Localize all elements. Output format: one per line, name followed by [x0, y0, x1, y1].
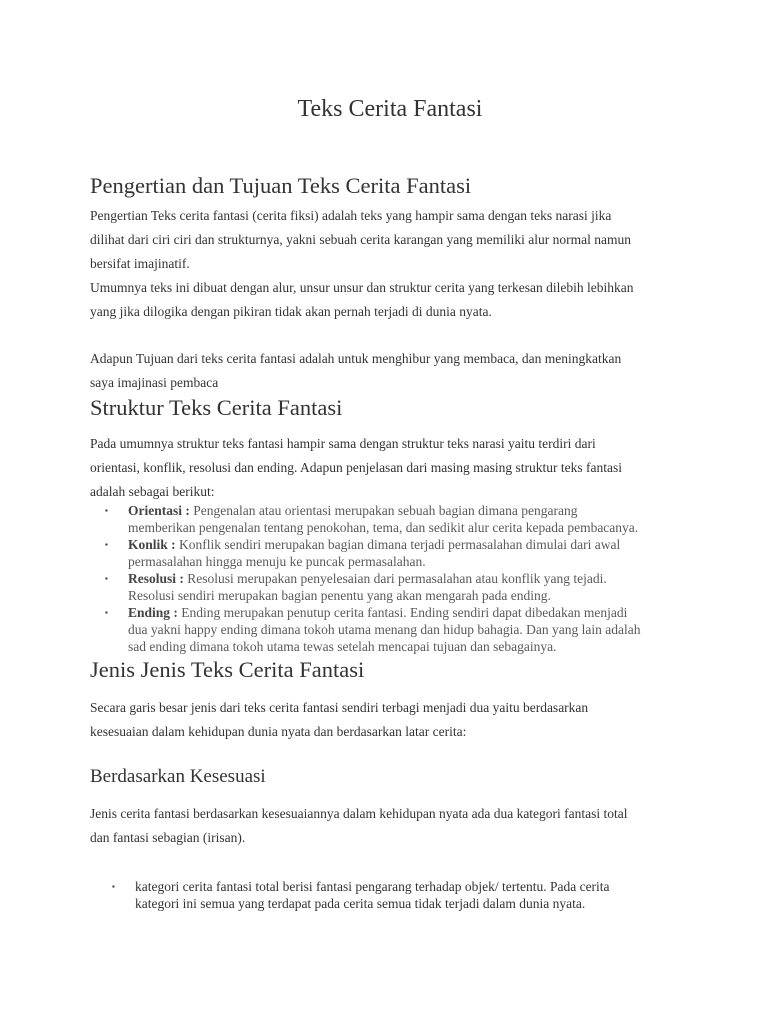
list-item: [90, 878, 690, 912]
struktur-list: [90, 502, 690, 655]
paragraph-kesesuasi: [90, 802, 690, 850]
list-item: [90, 570, 690, 604]
item-text: permasalahan hingga menuju ke puncak permasalahan.: [128, 554, 426, 569]
text-line: dilihat dari ciri ciri dan strukturnya, yakni sebuah cerita karangan yang memiliki alur normal namun: [90, 232, 631, 247]
text-line: orientasi, konflik, resolusi dan ending. Adapun penjelasan dari masing masing struktur teks fantasi: [90, 460, 623, 475]
item-text: sad ending dimana tokoh utama tewas setelah mencapai tujuan dan sebagainya.: [128, 639, 557, 654]
item-text: Resolusi merupakan penyelesaian dari permasalahan atau konflik yang tejadi.: [183, 571, 607, 586]
item-term: Resolusi :: [128, 571, 184, 586]
bullet-icon: ▪: [105, 574, 108, 583]
bullet-icon: ▪: [105, 506, 108, 515]
item-text: memberikan pengenalan tentang penokohan, tema, dan sedikit alur cerita kepada pembacanya.: [128, 520, 639, 535]
paragraph-struktur: [90, 432, 690, 504]
item-term: Ending :: [128, 605, 178, 620]
item-term: Orientasi :: [128, 503, 190, 518]
paragraph-pengertian: [90, 204, 690, 324]
heading-kesesuasi: Berdasarkan Kesesuasi: [90, 766, 266, 787]
text-line: saya imajinasi pembaca: [90, 375, 219, 390]
list-item: [90, 536, 690, 570]
item-text: dua yakni happy ending dimana tokoh utama menang dan hidup bahagia. Dan yang lain adalah: [128, 622, 641, 637]
kesesuasi-list: [90, 878, 690, 912]
text-line: bersifat imajinatif.: [90, 256, 190, 271]
text-line: kesesuaian dalam kehidupan dunia nyata dan berdasarkan latar cerita:: [90, 724, 467, 739]
heading-jenis: Jenis Jenis Teks Cerita Fantasi: [90, 657, 365, 682]
heading-pengertian: Pengertian dan Tujuan Teks Cerita Fantasi: [90, 173, 472, 198]
item-text: Resolusi sendiri merupakan bagian penentu yang akan mengarah pada ending.: [128, 588, 551, 603]
text-line: Jenis cerita fantasi berdasarkan kesesuaiannya dalam kehidupan nyata ada dua kategori fantasi total: [90, 806, 628, 821]
text-line: Pengertian Teks cerita fantasi (cerita fiksi) adalah teks yang hampir sama dengan teks narasi jika: [90, 208, 612, 223]
list-item: [90, 604, 690, 655]
text-line: yang jika dilogika dengan pikiran tidak akan pernah terjadi di dunia nyata.: [90, 304, 492, 319]
item-term: Konlik :: [128, 537, 176, 552]
list-item: [90, 502, 690, 536]
text-line: Pada umumnya struktur teks fantasi hampir sama dengan struktur teks narasi yaitu terdiri dari: [90, 436, 596, 451]
text-line: dan fantasi sebagian (irisan).: [90, 830, 246, 845]
bullet-icon: ▪: [112, 882, 115, 891]
heading-struktur: Struktur Teks Cerita Fantasi: [90, 395, 343, 420]
text-line: Umumnya teks ini dibuat dengan alur, unsur unsur dan struktur cerita yang terkesan dilebih lebihkan: [90, 280, 634, 295]
bullet-icon: ▪: [105, 608, 108, 617]
bullet-icon: ▪: [105, 540, 108, 549]
item-text: Pengenalan atau orientasi merupakan sebuah bagian dimana pengarang: [189, 503, 578, 518]
item-text: kategori cerita fantasi total berisi fantasi pengarang terhadap objek/ tertentu. Pada cerita: [135, 879, 610, 894]
paragraph-jenis: [90, 696, 690, 744]
paragraph-tujuan: [90, 347, 690, 395]
text-line: Secara garis besar jenis dari teks cerita fantasi sendiri terbagi menjadi dua yaitu berdasarkan: [90, 700, 589, 715]
item-text: Ending merupakan penutup cerita fantasi. Ending sendiri dapat dibedakan menjadi: [177, 605, 628, 620]
item-text: Konflik sendiri merupakan bagian dimana terjadi permasalahan dimulai dari awal: [175, 537, 621, 552]
text-line: Adapun Tujuan dari teks cerita fantasi adalah untuk menghibur yang membaca, dan meningkatkan: [90, 351, 622, 366]
item-text: kategori ini semua yang terdapat pada cerita semua tidak terjadi dalam dunia nyata.: [135, 896, 586, 911]
document-title: Teks Cerita Fantasi: [297, 96, 483, 122]
text-line: adalah sebagai berikut:: [90, 484, 215, 499]
